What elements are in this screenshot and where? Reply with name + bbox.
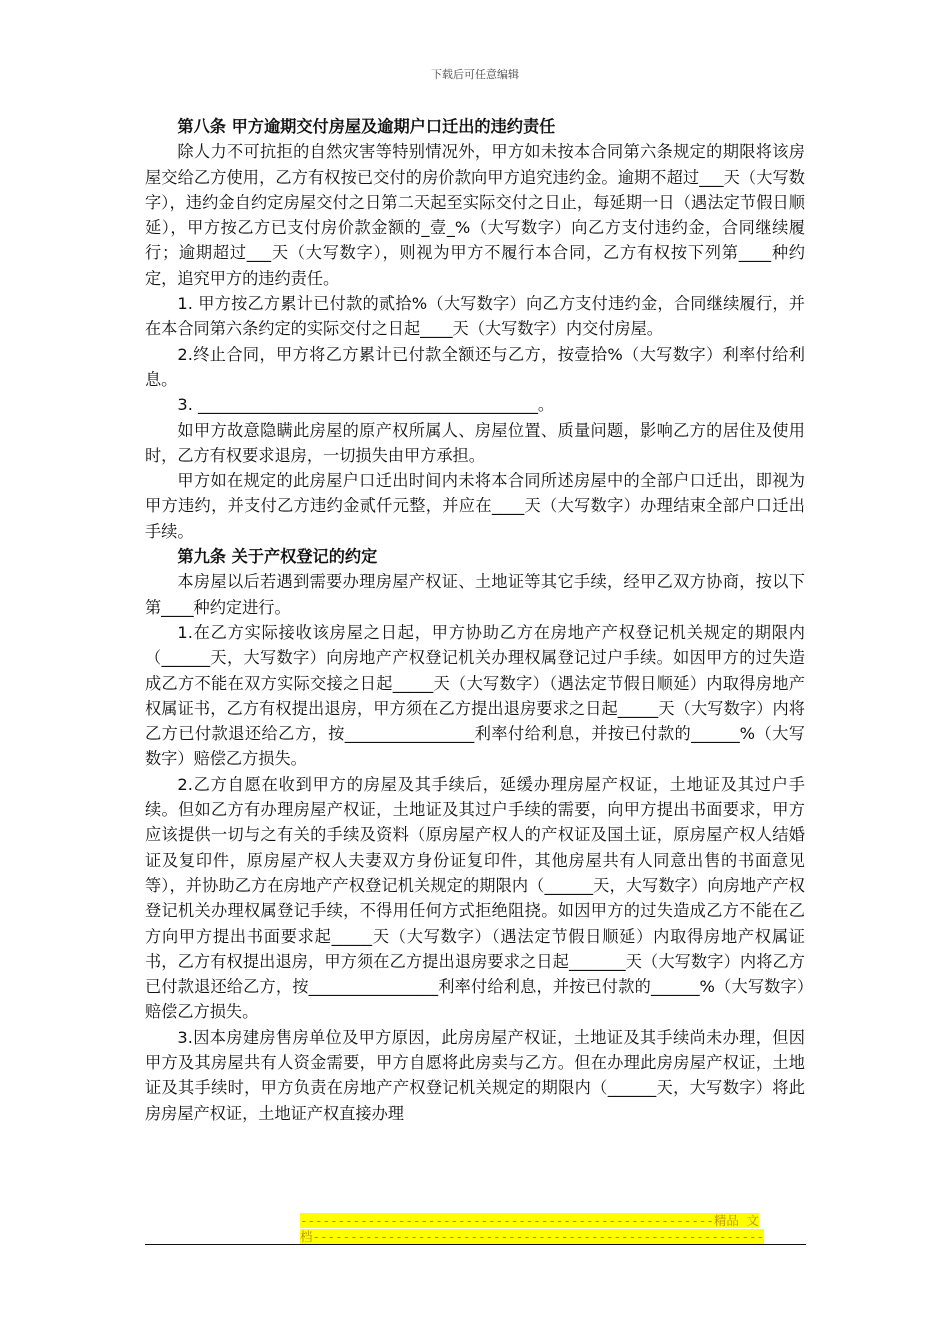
page-footer	[300, 1213, 765, 1245]
article-9-item-2: 2.乙方自愿在收到甲方的房屋及其手续后，延缓办理房屋产权证，土地证及其过户手续。但如乙方有办理房屋产权证，土地证及其过户手续的需要，向甲方提出书面要求，甲方应该提供一切与之有关的手续及资料（原房屋产权人的产权证及国土证，原房屋产权人结婚证及复印件，原房屋产权人夫妻双方身份证复印件，其他房屋共有人同意出售的书面意见等），并协助乙方在房地产产权登记机关规定的期限内（______天，大写数字）向房地产产权登记机关办理权属登记手续，不得用任何方式拒绝阻挠。如因甲方的过失造成乙方不能在乙方向甲方提出书面要求起_____天（大写数字）（遇法定节假日顺延）内取得房地产权属证书，乙方有权提出退房，甲方须在乙方提出退房要求之日起_______天（大写数字）内将乙方已付款退还给乙方，按________________利率付给利息，并按已付款的______%（大写数字）赔偿乙方损失。	[145, 774, 805, 1022]
article-8-item-2: 2.终止合同，甲方将乙方累计已付款全额还与乙方，按壹拾%（大写数字）利率付给利息。	[145, 344, 805, 389]
article-8-title: 第八条 甲方逾期交付房屋及逾期户口迁出的违约责任	[177, 117, 556, 136]
article-8-paragraph-1: 除人力不可抗拒的自然灾害等特别情况外，甲方如未按本合同第六条规定的期限将该房屋交给乙方使用，乙方有权按已交付的房价款向甲方追究违约金。逾期不超过___天（大写数字），违约金自约定房屋交付之日第二天起至实际交付之日止，每延期一日（遇法定节假日顺延），甲方按乙方已支付房价款金额的_壹_%（大写数字）向乙方支付违约金，合同继续履行；逾期超过___天（大写数字），则视为甲方不履行本合同，乙方有权按下列第____种约定，追究甲方的违约责任。	[145, 142, 805, 288]
article-8-paragraph-3: 甲方如在规定的此房屋户口迁出时间内未将本合同所述房屋中的全部户口迁出，即视为甲方违约，并支付乙方违约金贰仟元整，并应在____天（大写数字）办理结束全部户口迁出手续。	[145, 471, 805, 541]
document-body	[145, 114, 805, 1126]
footer-line-2: 档------------------------------------------------------------	[300, 1229, 765, 1244]
footer-divider	[145, 1244, 806, 1245]
article-9-paragraph-1: 本房屋以后若遇到需要办理房屋产权证、土地证等其它手续，经甲乙双方协商，按以下第____种约定进行。	[145, 572, 805, 617]
article-8-item-1: 1. 甲方按乙方累计已付款的贰拾%（大写数字）向乙方支付违约金，合同继续履行，并在本合同第六条约定的实际交付之日起____天（大写数字）内交付房屋。	[145, 294, 805, 339]
footer-line-1: -------------------------------------------------------精品 文	[300, 1213, 759, 1228]
article-9-item-1: 1.在乙方实际接收该房屋之日起，甲方协助乙方在房地产产权登记机关规定的期限内（______天，大写数字）向房地产产权登记机关办理权属登记过户手续。如因甲方的过失造成乙方不能在双方实际交接之日起_____天（大写数字）（遇法定节假日顺延）内取得房地产权属证书，乙方有权提出退房，甲方须在乙方提出退房要求之日起_____天（大写数字）内将乙方已付款退还给乙方，按________________利率付给利息，并按已付款的______%（大写数字）赔偿乙方损失。	[145, 622, 805, 769]
article-9-item-3: 3.因本房建房售房单位及甲方原因，此房房屋产权证，土地证及其手续尚未办理，但因甲方及其房屋共有人资金需要，甲方自愿将此房卖与乙方。但在办理此房房屋产权证，土地证及其手续时，甲方负责在房地产产权登记机关规定的期限内（______天，大写数字）将此房房屋产权证，土地证产权直接办理	[145, 1027, 805, 1123]
article-9-title: 第九条 关于产权登记的约定	[177, 547, 378, 567]
page-header: 下载后可任意编辑	[431, 68, 519, 81]
article-8-item-3: 3. __________________________________________。	[177, 395, 555, 415]
article-8-paragraph-2: 如甲方故意隐瞒此房屋的原产权所属人、房屋位置、质量问题，影响乙方的居住及使用时，乙方有权要求退房，一切损失由甲方承担。	[145, 420, 805, 465]
